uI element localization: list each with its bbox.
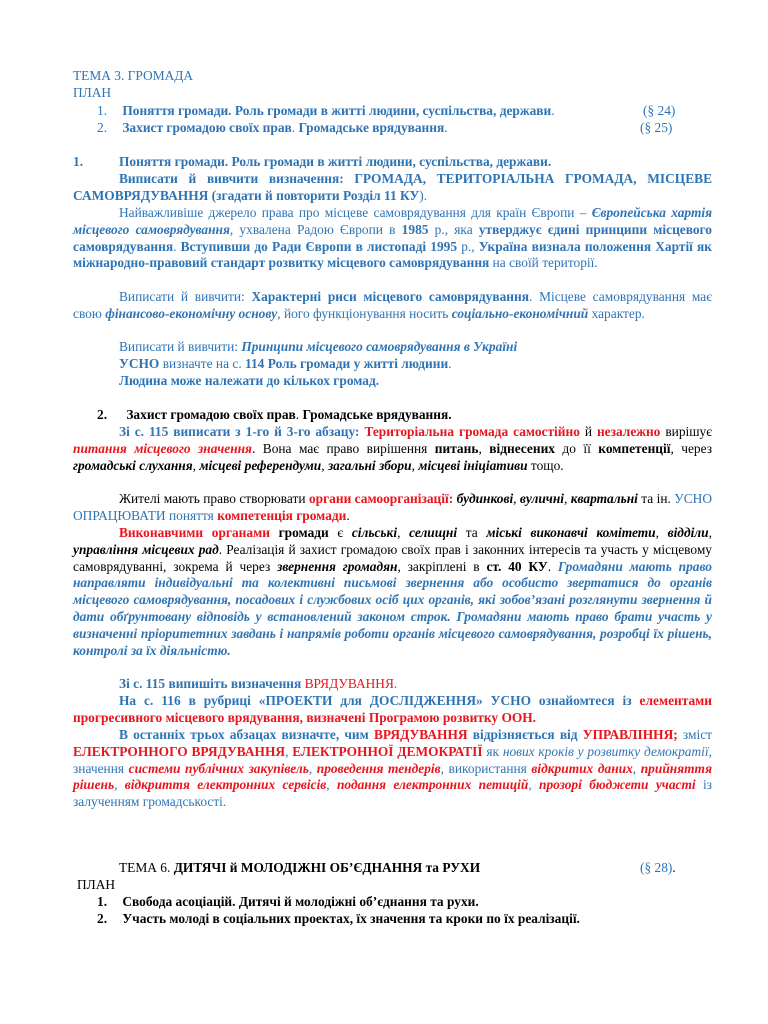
text-run: громадські слухання <box>73 457 193 473</box>
text-run: Жителі мають право створювати <box>119 491 309 506</box>
text-run: , <box>308 760 317 776</box>
text-run: управління місцевих рад <box>73 541 219 557</box>
text-run: , <box>528 777 540 793</box>
text-run: ). <box>419 187 428 203</box>
text-run: 1985 <box>401 221 429 237</box>
paragraph-executive-bodies <box>73 525 712 659</box>
text-run: на своїй території. <box>489 255 598 271</box>
text-run: відкриття електронних сервісів <box>124 777 327 793</box>
topic-6-plan-item-2: 2. Участь молоді в соціальних проектах, їх значення та кроки по їх реалізації. <box>97 911 580 926</box>
text-run: УПРАВЛІННЯ; <box>582 727 678 742</box>
text-run: , <box>326 777 337 793</box>
text-run: . <box>173 238 181 254</box>
plan-item-1: 1. Поняття громади. Роль громади в житті людини, суспільства, держави. (§ 24) <box>97 103 676 118</box>
plan-item-2-ref: (§ 25) <box>640 120 673 135</box>
text-run: На с. 116 в рубриці «ПРОЕКТИ для ДОСЛІДЖЕННЯ» УСНО ознайомтеся із <box>119 693 640 708</box>
paragraph-multiple-communities <box>73 373 712 390</box>
paragraph-charter <box>73 205 712 272</box>
text-run: , <box>655 525 668 540</box>
text-run: Найважливіше джерело права про місцеве самоврядування для країн Європи – <box>119 205 592 220</box>
section-1-heading: 1. Поняття громади. Роль громади в житті людини, суспільства, держави. <box>73 154 552 169</box>
text-run: Виписати й вивчити: <box>119 339 242 354</box>
text-run: , <box>478 440 490 456</box>
text-run: , <box>397 525 410 540</box>
text-run: Громадяни мають право направляти індивідуальні та колективні письмові звернення або особисто звертатися до органів місцевого самоврядування, посадових і службових осіб цих органів, які зобов’язані розглянути звернення й дати обґрунтовану відповідь у встановлений законом строк. Громадяни мають право брати участь у визначенні пріоритетних завдань і напрямів роботи органів місцевого самоврядування, розробці їх рішень, контролі за їх діяльністю. <box>73 558 713 658</box>
text-run: , <box>411 457 419 473</box>
text-run: будинкові <box>456 491 514 506</box>
topic-title-text: ТЕМА 3. ГРОМАДА <box>73 68 194 83</box>
paragraph-e-governance <box>73 727 712 811</box>
text-run: ГРОМАДА, ТЕРИТОРІАЛЬНА ГРОМАДА, МІСЦЕВЕ САМОВРЯДУВАННЯ <box>73 171 712 203</box>
text-run: Принципи місцевого самоврядування в Україні <box>241 339 518 354</box>
text-run: , <box>192 457 200 473</box>
text-run <box>270 525 279 540</box>
text-run: тощо. <box>527 457 564 473</box>
text-run: питання місцевого значення <box>73 440 252 456</box>
text-run: Людина може належати до кількох громад. <box>119 373 380 388</box>
text-run: УСНО <box>119 356 160 371</box>
text-run: 114 <box>245 356 265 371</box>
text-run: прийняття рішень <box>73 760 712 793</box>
text-run: Характерні риси місцевого самоврядування <box>251 289 529 304</box>
text-run: . <box>448 356 452 371</box>
text-run: , використання <box>440 760 532 776</box>
text-run: р., <box>457 238 479 254</box>
text-run: В останніх трьох абзацах визначте, чим <box>119 727 374 742</box>
topic-6-ref: (§ 28). <box>640 860 676 875</box>
text-run: відділи <box>667 525 709 540</box>
text-run: зміст <box>677 727 712 742</box>
text-run: ВРЯДУВАННЯ <box>304 676 394 691</box>
text-run: , через <box>670 440 713 456</box>
text-run: Виписати й вивчити визначення: <box>119 171 355 186</box>
text-run: Вступивши до Ради Європи в листопаді <box>180 238 431 254</box>
text-run: . Місцеве самоврядування має свою <box>73 289 712 321</box>
text-run: , <box>632 760 641 776</box>
text-run: характер. <box>588 305 645 321</box>
text-run: ВРЯДУВАННЯ <box>373 727 468 742</box>
text-run: як <box>482 743 503 759</box>
text-run: , значення <box>73 743 712 776</box>
text-run: . <box>393 676 398 691</box>
text-run: системи публічних закупівель <box>128 760 309 776</box>
text-run: Зі с. 115 виписати з 1-го й 3-го абзацу: <box>119 424 365 439</box>
text-run: , закріплені в <box>397 558 487 574</box>
text-run: соціально-економічний <box>451 305 589 321</box>
text-run: компетенція громади <box>217 507 347 523</box>
topic-6-plan-item-1: 1. Свобода асоціацій. Дитячі й молодіжні об’єднання та рухи. <box>97 894 479 909</box>
plan-item-1-ref: (§ 24) <box>643 103 676 118</box>
text-run: та ін. <box>637 491 675 506</box>
paragraph-projects <box>73 693 712 727</box>
text-run: р., яка <box>428 221 479 237</box>
text-run: питань <box>434 440 479 456</box>
plan-item-2: 2. Захист громадою своїх прав. Громадське врядування. (§ 25) <box>97 120 673 135</box>
text-run: відрізняється від <box>467 727 583 742</box>
text-run: вуличні <box>519 491 564 506</box>
text-run: . <box>547 558 558 574</box>
text-run: прозорі бюджети участі <box>539 777 696 793</box>
text-run: місцеві референдуми <box>199 457 322 473</box>
paragraph-principles <box>73 339 712 356</box>
text-run: та <box>457 525 487 540</box>
text-run: подання електронних петицій <box>336 777 529 793</box>
text-run: Виконавчими органами <box>119 525 270 540</box>
text-run: , <box>285 743 293 759</box>
paragraph-governance-definition <box>73 676 712 693</box>
text-run: , <box>563 491 571 506</box>
text-run: компетенції <box>598 440 671 456</box>
text-run: фінансово-економічну основу <box>105 305 278 321</box>
text-run: ЕЛЕКТРОННОГО ВРЯДУВАННЯ <box>73 743 286 759</box>
text-run: звернення громадян <box>277 558 398 574</box>
text-run: органи самоорганізації: <box>308 491 454 506</box>
text-run: . <box>346 507 350 523</box>
text-run: віднесених <box>489 440 555 456</box>
text-run: визначте на с. <box>159 356 246 371</box>
text-run: сільські <box>351 525 398 540</box>
text-run: проведення тендерів <box>316 760 441 776</box>
text-run: Виписати й вивчити: <box>119 289 252 304</box>
text-run: Україна визнала положення Хартії як міжнародно-правовий стандарт розвитку місцевого самоврядування <box>73 238 712 271</box>
plan-label: ПЛАН <box>73 85 112 100</box>
section-2-heading: 2. Захист громадою своїх прав. Громадське врядування. <box>97 407 452 422</box>
text-run: є <box>328 525 352 540</box>
text-run: із залученням громадськості. <box>73 777 712 810</box>
text-run: , <box>708 525 712 540</box>
text-run: 1995 <box>430 238 458 254</box>
text-run: й <box>579 424 597 439</box>
text-run: утверджує єдині принципи місцевого самоврядування <box>73 221 712 254</box>
text-run: квартальні <box>570 491 638 506</box>
text-run: ст. 40 КУ <box>486 558 548 574</box>
text-run: , його функціонування носить <box>277 305 452 321</box>
text-run: незалежно <box>596 424 661 439</box>
topic-6-title: ТЕМА 6. ДИТЯЧІ й МОЛОДІЖНІ ОБ’ЄДНАННЯ та РУХИ (§ 28). <box>119 860 676 875</box>
paragraph-definitions <box>73 171 712 205</box>
text-run: відкритих даних <box>531 760 633 776</box>
text-run: . Реалізація й захист громадою своїх прав і законних інтересів та участь у місцевому самоврядуванні, зокрема й через <box>73 541 712 574</box>
topic-title <box>73 68 712 85</box>
text-run: нових кроків у розвитку демократії <box>502 743 709 759</box>
paragraph-self-organization <box>73 491 712 525</box>
text-run: Територіальна громада самостійно <box>364 424 580 439</box>
text-run: громади <box>278 525 329 540</box>
text-run: Зі с. 115 випишіть визначення <box>119 676 305 691</box>
text-run: елементами прогресивного місцевого врядування, визначені Програмою розвитку ООН. <box>73 693 712 725</box>
text-run: селищні <box>409 525 458 540</box>
topic-6-plan-label: ПЛАН <box>77 877 116 892</box>
text-run: Роль громади у житті людини <box>264 356 449 371</box>
text-run: , ухвалена Радою Європи в <box>229 221 402 237</box>
text-run: , <box>114 777 125 793</box>
text-run: до її <box>554 440 599 456</box>
text-run: , <box>321 457 328 473</box>
text-run: (згадати й повторити Розділ 11 КУ <box>208 187 420 203</box>
text-run: , <box>513 491 520 506</box>
text-run: загальні збори <box>327 457 412 473</box>
text-run: УСНО ОПРАЦЮВАТИ поняття <box>73 491 712 523</box>
paragraph-role <box>73 356 712 373</box>
text-run: місцеві ініціативи <box>418 457 528 473</box>
text-run: ЕЛЕКТРОННОЇ ДЕМОКРАТІЇ <box>292 743 483 759</box>
text-run: . Вона має право вирішення <box>251 440 435 456</box>
paragraph-community-powers <box>73 424 712 474</box>
text-run: вирішує <box>660 424 712 439</box>
paragraph-features <box>73 289 712 323</box>
text-run: міські виконавчі комітети <box>486 525 656 540</box>
text-run: Європейська хартія місцевого самоврядування <box>73 205 712 237</box>
